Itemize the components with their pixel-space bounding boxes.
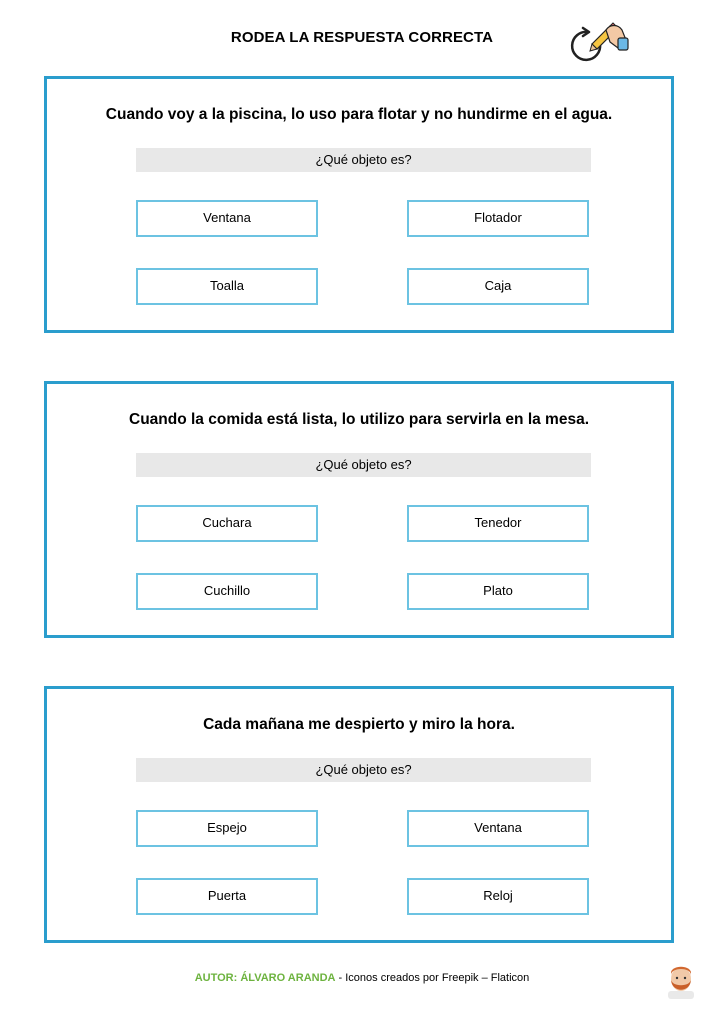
answer-option[interactable]: Cuchillo [136, 573, 318, 610]
page-title: RODEA LA RESPUESTA CORRECTA [230, 29, 494, 46]
question-card-3 [44, 686, 674, 943]
answer-option[interactable]: Caja [407, 268, 589, 305]
answer-option[interactable]: Ventana [407, 810, 589, 847]
answer-option[interactable]: Puerta [136, 878, 318, 915]
answer-option[interactable]: Tenedor [407, 505, 589, 542]
question-label: ¿Qué objeto es? [136, 453, 591, 477]
answer-option[interactable]: Reloj [407, 878, 589, 915]
author-label: AUTOR: ÁLVARO ARANDA [194, 972, 336, 984]
answer-option[interactable]: Plato [407, 573, 589, 610]
answer-option[interactable]: Flotador [407, 200, 589, 237]
question-label: ¿Qué objeto es? [136, 758, 591, 782]
question-label: ¿Qué objeto es? [136, 148, 591, 172]
hand-pencil-circle-icon [566, 14, 630, 64]
question-prompt: Cuando la comida está lista, lo utilizo para servirla en la mesa. [129, 411, 589, 428]
bearded-man-avatar-icon [664, 963, 698, 999]
question-prompt: Cuando voy a la piscina, lo uso para flotar y no hundirme en el agua. [105, 106, 613, 123]
footer [0, 972, 724, 984]
credits-text: - Iconos creados por Freepik – Flaticon [335, 972, 530, 984]
question-card-1 [44, 76, 674, 333]
question-card-2 [44, 381, 674, 638]
answer-option[interactable]: Cuchara [136, 505, 318, 542]
answer-option[interactable]: Ventana [136, 200, 318, 237]
answer-option[interactable]: Espejo [136, 810, 318, 847]
question-prompt: Cada mañana me despierto y miro la hora. [203, 716, 515, 733]
answer-option[interactable]: Toalla [136, 268, 318, 305]
